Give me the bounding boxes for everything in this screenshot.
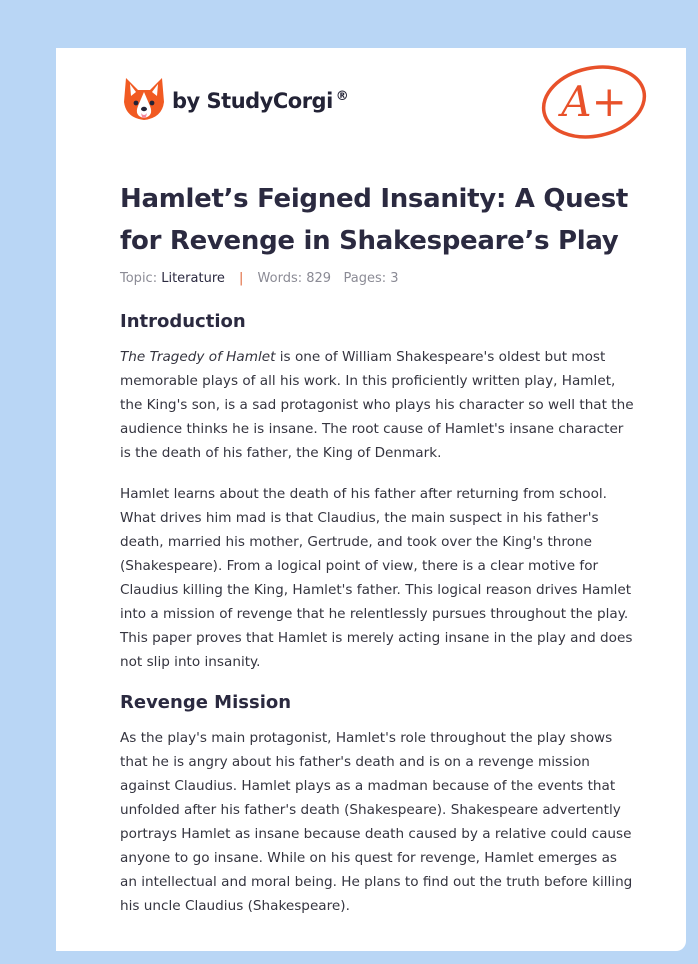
topic-label: Topic: [120, 271, 158, 286]
page-count: Pages: 3 [343, 271, 399, 286]
paragraph: Hamlet learns about the death of his father after returning from school. What drives him mad is that Claudius, the main suspect in his father's death, married his mother, Gertrude, and took over the King's throne (Shakespeare). From a logical point of view, there is a clear motive for Claudius killing the King, Hamlet's father. This logical reason drives Hamlet into a mission of revenge that he relentlessly pursues throughout the play. This paper proves that Hamlet is merely acting insane in the play and does not slip into insanity. [120, 486, 633, 670]
word-count: Words: 829 [257, 271, 332, 286]
section-heading: Revenge Mission [120, 692, 292, 713]
corgi-logo-icon [122, 76, 166, 126]
paragraph [120, 345, 636, 465]
page-title: Hamlet’s Feigned Insanity: A Quest for Revenge in Shakespeare’s Play [120, 184, 629, 256]
paragraph-text: is one of William Shakespeare's oldest but most memorable plays of all his work. In this proficiently written play, Hamlet, the King's son, is a sad protagonist who plays his character so well that the audience thinks he is insane. The root cause of Hamlet's insane character is the death of his father, the King of Denmark. [120, 349, 634, 461]
section-introduction [120, 311, 636, 674]
play-title: The Tragedy of Hamlet [120, 349, 276, 365]
paragraph: As the play's main protagonist, Hamlet's role throughout the play shows that he is angry about his father's death and is on a revenge mission against Claudius. Hamlet plays as a madman because of the events that unfolded after his father's death (Shakespeare). Shakespeare advertently portrays Hamlet as insane because death caused by a relative could cause anyone to go insane. While on his quest for revenge, Hamlet emerges as an intellectual and moral being. He plans to find out the truth before killing his uncle Claudius (Shakespeare). [120, 730, 633, 914]
section-revenge-mission [120, 692, 636, 918]
grade-badge [539, 58, 649, 146]
brand-name-text: by StudyCorgi [172, 89, 333, 113]
section-heading: Introduction [120, 311, 246, 332]
document-page [56, 48, 686, 951]
brand-logo[interactable] [122, 76, 348, 126]
grade-text: A+ [561, 77, 627, 126]
meta-separator: | [239, 271, 244, 286]
main-content [120, 178, 636, 918]
brand-name [172, 89, 348, 113]
document-meta [120, 271, 636, 286]
topic-link[interactable]: Literature [161, 271, 225, 286]
registered-mark: ® [335, 89, 349, 104]
